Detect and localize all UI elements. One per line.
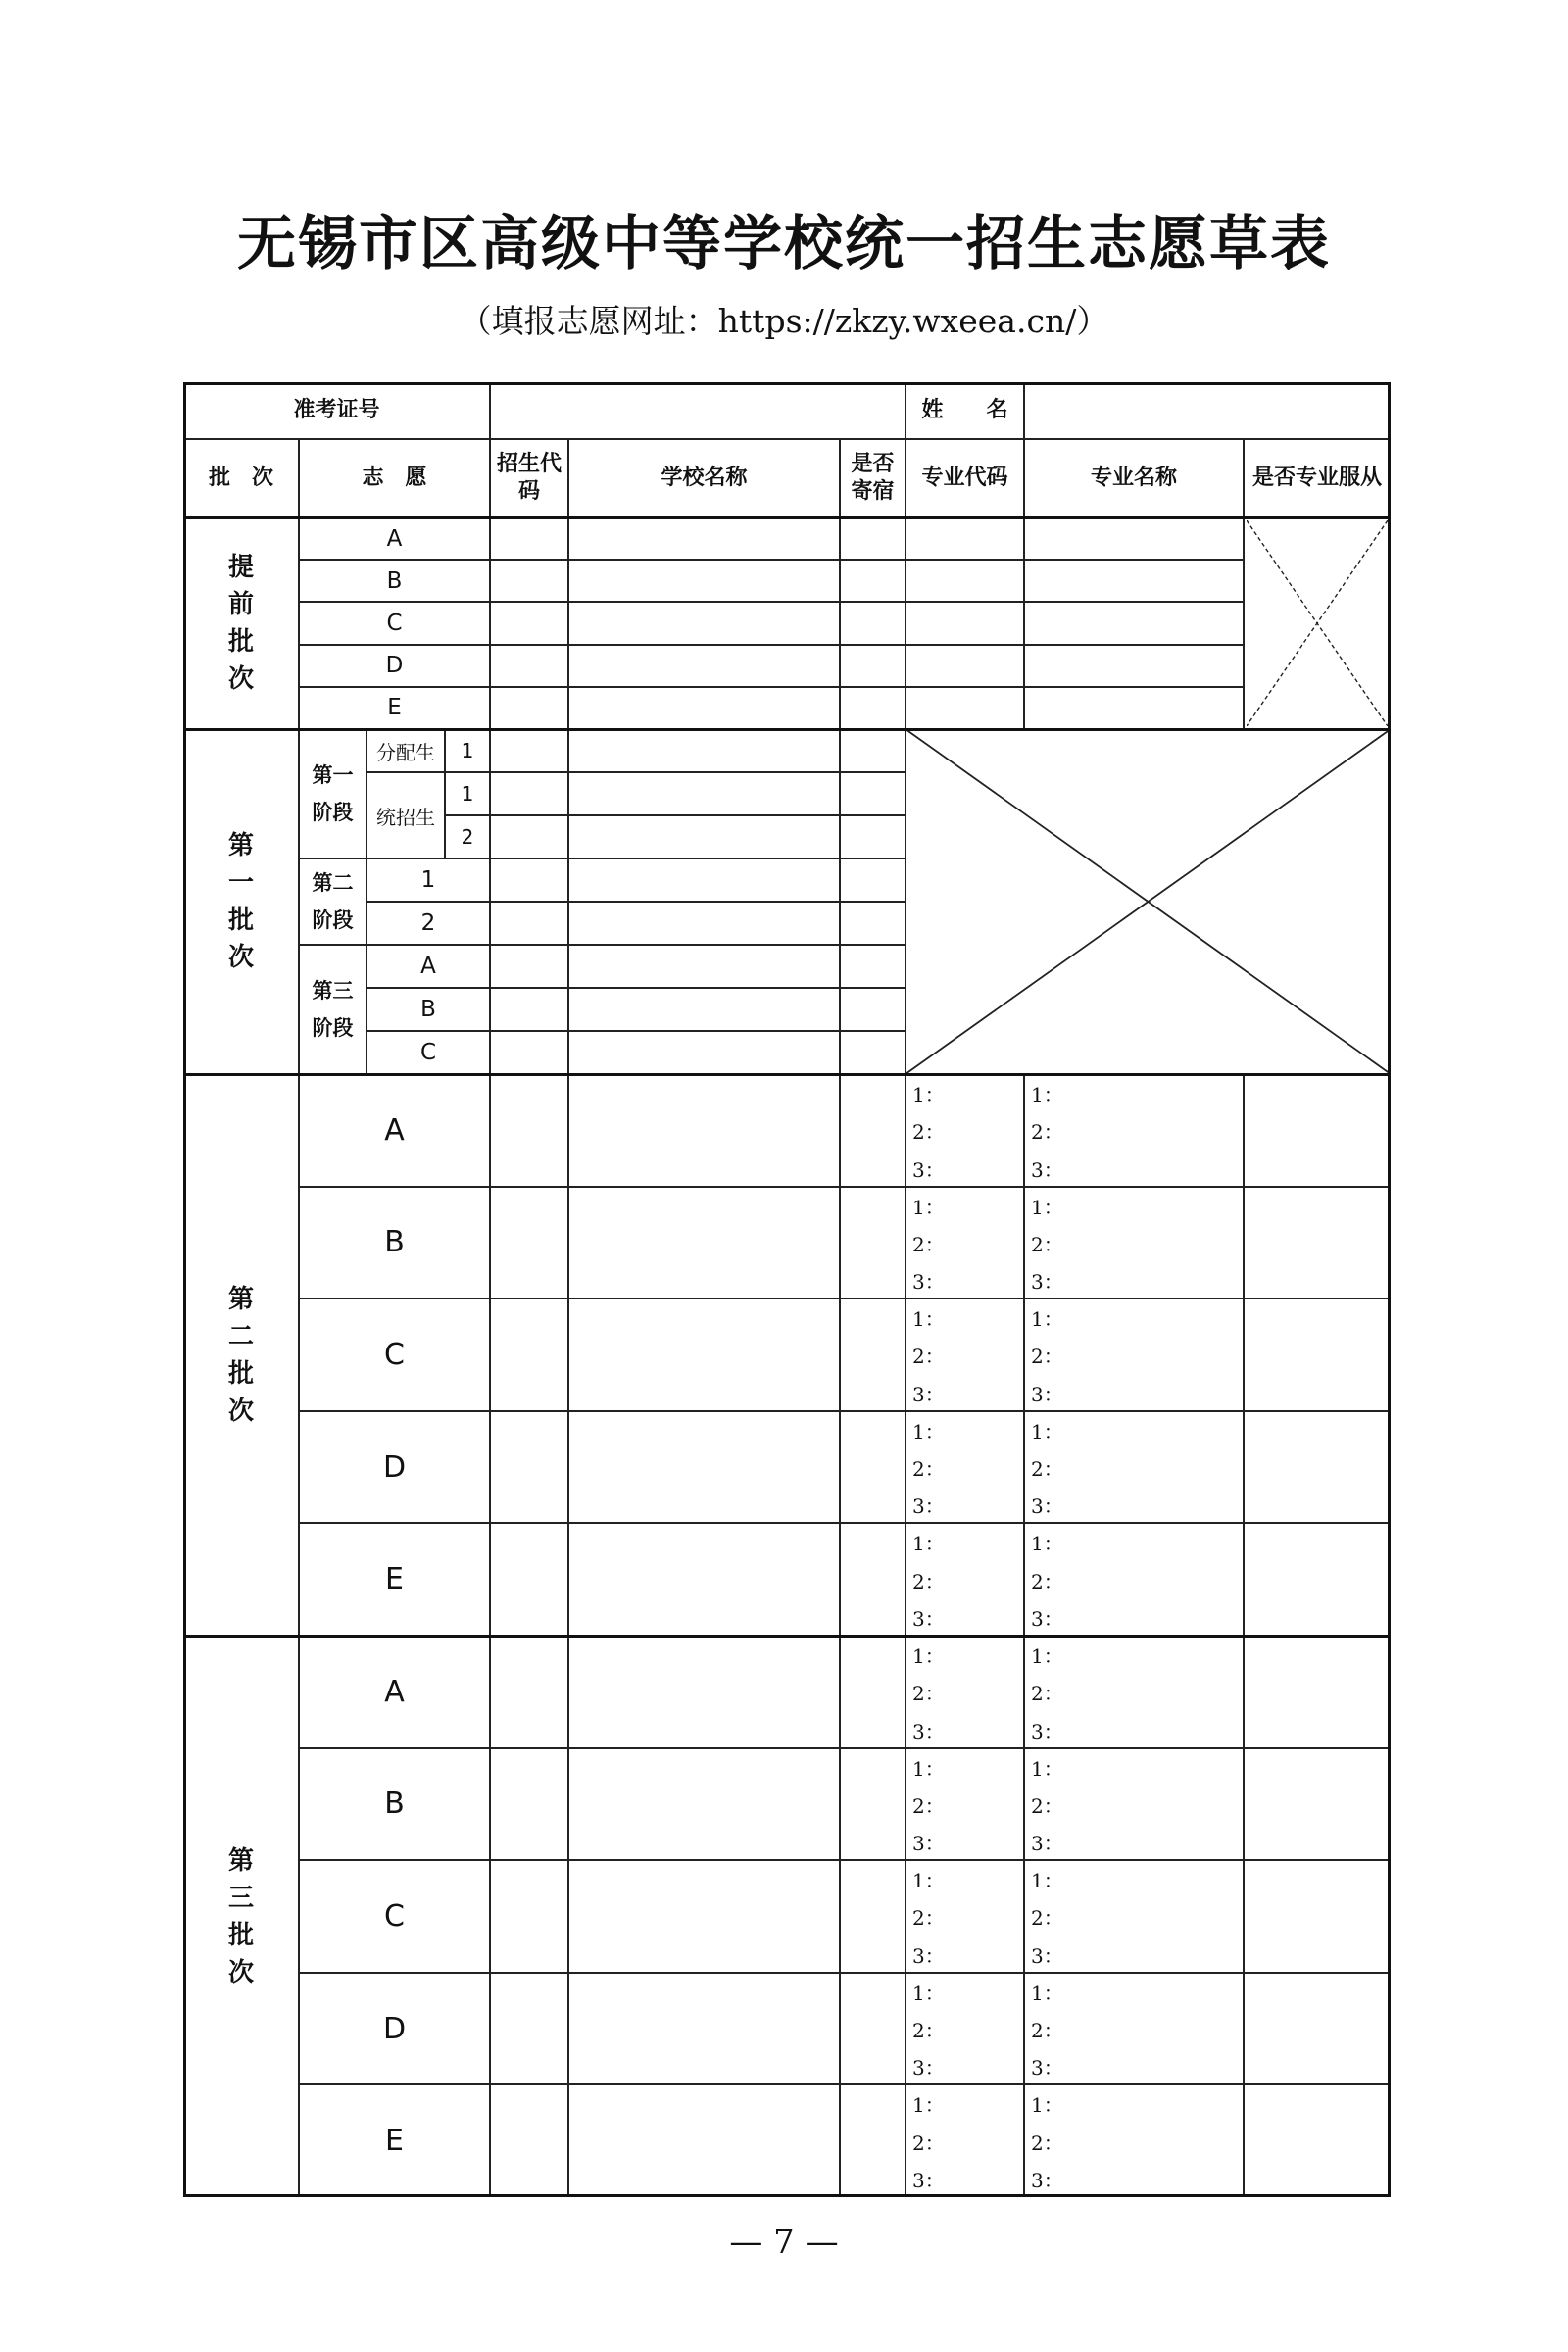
- school-name-field[interactable]: [568, 1187, 840, 1299]
- major-obey-field[interactable]: [1244, 1748, 1391, 1861]
- enroll-code-field[interactable]: [490, 729, 568, 772]
- major-slot-number: 3：: [912, 1832, 945, 1856]
- major-slot-number: 2：: [1031, 1345, 1063, 1369]
- boarding-field[interactable]: [840, 858, 906, 902]
- enroll-code-field[interactable]: [490, 945, 568, 988]
- third-choice-E: E: [299, 2084, 490, 2197]
- major-slot-number: 2：: [912, 1120, 945, 1145]
- early-choice-E: E: [299, 687, 490, 729]
- enroll-code-field[interactable]: [490, 988, 568, 1031]
- enroll-code-field[interactable]: [490, 687, 568, 729]
- major-code-field[interactable]: [906, 1973, 1024, 2085]
- second-batch-label: [183, 1074, 299, 1636]
- school-name-field[interactable]: [568, 1298, 840, 1411]
- boarding-field[interactable]: [840, 902, 906, 945]
- stage3-choice: C: [367, 1031, 490, 1074]
- cell-text: 次: [227, 1396, 254, 1426]
- boarding-field[interactable]: [840, 1031, 906, 1074]
- major-slot-number: 3：: [1031, 2056, 1063, 2081]
- second-choice-E: E: [299, 1523, 490, 1636]
- major-name-field[interactable]: [1024, 687, 1244, 729]
- enroll-code-field[interactable]: [490, 602, 568, 644]
- second-choice-B: B: [299, 1187, 490, 1299]
- page-title: 无锡市区高级中等学校统一招生志愿草表: [237, 210, 1331, 278]
- stage-text: 第一: [312, 763, 354, 787]
- boarding-field[interactable]: [840, 1860, 906, 1973]
- cell-text: 一: [227, 868, 254, 898]
- major-slot-number: 3：: [912, 1157, 945, 1182]
- early-choice-C: C: [299, 602, 490, 644]
- major-slot-number: 1：: [1031, 1869, 1063, 1893]
- major-slot-number: 3：: [912, 1494, 945, 1519]
- major-slot-number: 2：: [912, 2019, 945, 2043]
- cell-text: 提: [227, 553, 254, 582]
- major-slot-number: 1：: [1031, 1307, 1063, 1332]
- cell-text: 第: [227, 1284, 254, 1314]
- major-slot-number: 1：: [912, 1532, 945, 1556]
- school-name-field[interactable]: [568, 902, 840, 945]
- major-slot-number: 2：: [1031, 2131, 1063, 2155]
- major-slot-number: 1：: [1031, 1195, 1063, 1219]
- cell-text: 批: [227, 627, 254, 657]
- major-name-field[interactable]: [1024, 1748, 1244, 1861]
- major-slot-number: 2：: [912, 1682, 945, 1706]
- col-boarding: 是否寄宿: [840, 439, 906, 517]
- cell-text: 三: [227, 1883, 254, 1913]
- major-name-field[interactable]: [1024, 1860, 1244, 1973]
- major-obey-field[interactable]: [1244, 1523, 1391, 1636]
- major-code-field[interactable]: [906, 1074, 1024, 1187]
- first-batch-major-cross: [906, 729, 1391, 1074]
- third-choice-A: A: [299, 1636, 490, 1748]
- cell-text: 第: [227, 831, 254, 860]
- boarding-field[interactable]: [840, 1748, 906, 1861]
- boarding-field[interactable]: [840, 602, 906, 644]
- major-obey-field[interactable]: [1244, 1973, 1391, 2085]
- cell-text: 次: [227, 664, 254, 694]
- major-code-field[interactable]: [906, 602, 1024, 644]
- col-major-code: 专业代码: [906, 439, 1024, 517]
- boarding-field[interactable]: [840, 1523, 906, 1636]
- stage-text: 阶段: [312, 1016, 354, 1040]
- application-form: [183, 382, 1391, 2197]
- cell-text: 前: [227, 590, 254, 619]
- major-slot-number: 1：: [1031, 1756, 1063, 1781]
- major-slot-number: 1：: [912, 1419, 945, 1444]
- major-name-field[interactable]: [1024, 1523, 1244, 1636]
- early-batch-label: [183, 517, 299, 729]
- school-name-field[interactable]: [568, 729, 840, 772]
- major-name-field[interactable]: [1024, 602, 1244, 644]
- major-code-field[interactable]: [906, 1636, 1024, 1748]
- boarding-field[interactable]: [840, 1298, 906, 1411]
- cell-text: 批: [227, 1358, 254, 1389]
- col-batch: 批 次: [183, 439, 299, 517]
- boarding-field[interactable]: [840, 815, 906, 858]
- major-slot-number: 1：: [912, 1195, 945, 1219]
- major-slot-number: 1：: [1031, 1644, 1063, 1668]
- major-slot-number: 1：: [1031, 1419, 1063, 1444]
- major-slot-number: 1：: [912, 1756, 945, 1781]
- enroll-code-field[interactable]: [490, 1031, 568, 1074]
- stage-text: 第二: [312, 871, 354, 895]
- name-label: 姓 名: [906, 382, 1024, 439]
- major-slot-number: 2：: [1031, 1120, 1063, 1145]
- major-slot-number: 3：: [1031, 1270, 1063, 1295]
- enroll-code-field[interactable]: [490, 1748, 568, 1861]
- major-obey-field[interactable]: [1244, 1074, 1391, 1187]
- major-name-field[interactable]: [1024, 560, 1244, 602]
- third-choice-C: C: [299, 1860, 490, 1973]
- stage1-choice: 1: [445, 729, 490, 772]
- major-slot-number: 3：: [1031, 1382, 1063, 1406]
- second-choice-A: A: [299, 1074, 490, 1187]
- third-choice-B: B: [299, 1748, 490, 1861]
- first-stage2-label: [299, 858, 367, 945]
- major-name-field[interactable]: [1024, 1298, 1244, 1411]
- major-slot-number: 2：: [1031, 2019, 1063, 2043]
- major-slot-number: 1：: [1031, 1981, 1063, 2005]
- second-choice-C: C: [299, 1298, 490, 1411]
- enroll-code-field[interactable]: [490, 2084, 568, 2197]
- enroll-code-field[interactable]: [490, 772, 568, 815]
- enroll-code-field[interactable]: [490, 517, 568, 560]
- major-slot-number: 3：: [1031, 2168, 1063, 2192]
- major-code-field[interactable]: [906, 560, 1024, 602]
- major-obey-field[interactable]: [1244, 1411, 1391, 1524]
- major-name-field[interactable]: [1024, 517, 1244, 560]
- boarding-field[interactable]: [840, 945, 906, 988]
- major-slot-number: 2：: [912, 1793, 945, 1818]
- major-name-field[interactable]: [1024, 645, 1244, 687]
- cell-text: 批: [227, 1920, 254, 1950]
- stage-text: 阶段: [312, 801, 354, 824]
- major-slot-number: 2：: [912, 1232, 945, 1256]
- boarding-field[interactable]: [840, 729, 906, 772]
- major-slot-number: 3：: [912, 1943, 945, 1968]
- boarding-field[interactable]: [840, 988, 906, 1031]
- school-name-field[interactable]: [568, 2084, 840, 2197]
- school-name-field[interactable]: [568, 1748, 840, 1861]
- stage-text: 第三: [312, 979, 354, 1003]
- major-slot-number: 1：: [1031, 2093, 1063, 2118]
- stage1-choice: 2: [445, 815, 490, 858]
- cell-text: 次: [227, 1957, 254, 1987]
- major-obey-field[interactable]: [1244, 1636, 1391, 1748]
- major-code-field[interactable]: [906, 1187, 1024, 1299]
- major-slot-number: 1：: [1031, 1083, 1063, 1106]
- early-choice-B: B: [299, 560, 490, 602]
- major-slot-number: 2：: [912, 1569, 945, 1593]
- first-stage3-label: [299, 945, 367, 1074]
- major-slot-number: 1：: [912, 1644, 945, 1668]
- allocation-label: 分配生: [367, 729, 445, 772]
- major-slot-number: 1：: [912, 1869, 945, 1893]
- school-name-field[interactable]: [568, 687, 840, 729]
- major-slot-number: 3：: [912, 1606, 945, 1631]
- enroll-code-field[interactable]: [490, 1860, 568, 1973]
- col-enroll-code: 招生代码: [490, 439, 568, 517]
- enroll-code-field[interactable]: [490, 858, 568, 902]
- stage1-choice: 1: [445, 772, 490, 815]
- school-name-field[interactable]: [568, 988, 840, 1031]
- boarding-field[interactable]: [840, 1187, 906, 1299]
- major-slot-number: 3：: [912, 2056, 945, 2081]
- major-obey-field[interactable]: [1244, 1860, 1391, 1973]
- major-slot-number: 1：: [1031, 1532, 1063, 1556]
- first-stage1-label: [299, 729, 367, 858]
- major-slot-number: 2：: [912, 1457, 945, 1482]
- enroll-code-field[interactable]: [490, 560, 568, 602]
- boarding-field[interactable]: [840, 517, 906, 560]
- school-name-field[interactable]: [568, 858, 840, 902]
- exam-id-field[interactable]: [490, 382, 906, 439]
- major-slot-number: 2：: [1031, 1457, 1063, 1482]
- boarding-field[interactable]: [840, 772, 906, 815]
- website-note: （填报志愿网址：https://zkzy.wxeea.cn/）: [459, 302, 1109, 340]
- major-code-field[interactable]: [906, 1411, 1024, 1524]
- stage2-choice: 1: [367, 858, 490, 902]
- school-name-field[interactable]: [568, 517, 840, 560]
- col-choice: 志 愿: [299, 439, 490, 517]
- major-slot-number: 2：: [1031, 1569, 1063, 1593]
- stage3-choice: B: [367, 988, 490, 1031]
- major-name-field[interactable]: [1024, 2084, 1244, 2197]
- major-slot-number: 3：: [1031, 1157, 1063, 1182]
- major-name-field[interactable]: [1024, 1074, 1244, 1187]
- school-name-field[interactable]: [568, 602, 840, 644]
- enroll-code-field[interactable]: [490, 1074, 568, 1187]
- major-slot-number: 1：: [912, 2093, 945, 2118]
- cell-text: 第: [227, 1845, 254, 1876]
- early-choice-A: A: [299, 517, 490, 560]
- enroll-code-field[interactable]: [490, 902, 568, 945]
- enroll-code-field[interactable]: [490, 1973, 568, 2085]
- major-slot-number: 1：: [912, 1981, 945, 2005]
- first-batch-label: [183, 729, 299, 1074]
- third-batch-label: [183, 1636, 299, 2197]
- cell-text: 批: [227, 906, 254, 935]
- boarding-field[interactable]: [840, 645, 906, 687]
- major-slot-number: 3：: [1031, 1719, 1063, 1743]
- major-slot-number: 2：: [912, 2131, 945, 2155]
- major-slot-number: 3：: [912, 1719, 945, 1743]
- major-slot-number: 2：: [1031, 1682, 1063, 1706]
- major-name-field[interactable]: [1024, 1636, 1244, 1748]
- school-name-field[interactable]: [568, 1636, 840, 1748]
- third-choice-D: D: [299, 1973, 490, 2085]
- enroll-code-field[interactable]: [490, 1636, 568, 1748]
- enroll-code-field[interactable]: [490, 1298, 568, 1411]
- school-name-field[interactable]: [568, 1973, 840, 2085]
- major-name-field[interactable]: [1024, 1411, 1244, 1524]
- page-number: — 7 —: [729, 2223, 839, 2262]
- major-code-field[interactable]: [906, 1860, 1024, 1973]
- school-name-field[interactable]: [568, 1031, 840, 1074]
- major-code-field[interactable]: [906, 2084, 1024, 2197]
- school-name-field[interactable]: [568, 1523, 840, 1636]
- enroll-code-field[interactable]: [490, 815, 568, 858]
- second-choice-D: D: [299, 1411, 490, 1524]
- major-slot-number: 3：: [912, 1270, 945, 1295]
- school-name-field[interactable]: [568, 1860, 840, 1973]
- boarding-field[interactable]: [840, 1973, 906, 2085]
- major-slot-number: 2：: [912, 1906, 945, 1931]
- boarding-field[interactable]: [840, 1411, 906, 1524]
- major-slot-number: 3：: [912, 1382, 945, 1406]
- major-name-field[interactable]: [1024, 1973, 1244, 2085]
- major-slot-number: 1：: [912, 1307, 945, 1332]
- exam-id-label: 准考证号: [183, 382, 490, 439]
- major-slot-number: 3：: [1031, 1606, 1063, 1631]
- major-slot-number: 2：: [1031, 1232, 1063, 1256]
- major-obey-field[interactable]: [1244, 1187, 1391, 1299]
- name-field[interactable]: [1024, 382, 1391, 439]
- school-name-field[interactable]: [568, 1411, 840, 1524]
- major-slot-number: 2：: [912, 1345, 945, 1369]
- early-obey-cross: [1247, 520, 1388, 726]
- school-name-field[interactable]: [568, 1074, 840, 1187]
- school-name-field[interactable]: [568, 815, 840, 858]
- major-slot-number: 2：: [1031, 1793, 1063, 1818]
- major-slot-number: 2：: [1031, 1906, 1063, 1931]
- stage-text: 阶段: [312, 908, 354, 932]
- major-slot-number: 3：: [1031, 1943, 1063, 1968]
- enroll-code-field[interactable]: [490, 1411, 568, 1524]
- cell-text: 次: [227, 943, 254, 972]
- cell-text: 二: [227, 1321, 254, 1351]
- early-choice-D: D: [299, 645, 490, 687]
- enroll-code-field[interactable]: [490, 1523, 568, 1636]
- stage2-choice: 2: [367, 902, 490, 945]
- major-code-field[interactable]: [906, 687, 1024, 729]
- school-name-field[interactable]: [568, 772, 840, 815]
- major-obey-field[interactable]: [1244, 2084, 1391, 2197]
- boarding-field[interactable]: [840, 687, 906, 729]
- major-slot-number: 3：: [912, 2168, 945, 2192]
- boarding-field[interactable]: [840, 2084, 906, 2197]
- major-slot-number: 3：: [1031, 1832, 1063, 1856]
- major-name-field[interactable]: [1024, 1187, 1244, 1299]
- major-slot-number: 1：: [912, 1083, 945, 1106]
- enroll-code-field[interactable]: [490, 645, 568, 687]
- col-major-obey: 是否专业服从: [1244, 439, 1391, 517]
- school-name-field[interactable]: [568, 645, 840, 687]
- boarding-field[interactable]: [840, 1636, 906, 1748]
- stage3-choice: A: [367, 945, 490, 988]
- boarding-field[interactable]: [840, 1074, 906, 1187]
- unified-label: 统招生: [367, 772, 445, 858]
- major-code-field[interactable]: [906, 1298, 1024, 1411]
- major-code-field[interactable]: [906, 1523, 1024, 1636]
- boarding-field[interactable]: [840, 560, 906, 602]
- col-major-name: 专业名称: [1024, 439, 1244, 517]
- major-code-field[interactable]: [906, 517, 1024, 560]
- major-code-field[interactable]: [906, 645, 1024, 687]
- school-name-field[interactable]: [568, 560, 840, 602]
- major-code-field[interactable]: [906, 1748, 1024, 1861]
- major-obey-field[interactable]: [1244, 1298, 1391, 1411]
- major-slot-number: 3：: [1031, 1494, 1063, 1519]
- enroll-code-field[interactable]: [490, 1187, 568, 1299]
- school-name-field[interactable]: [568, 945, 840, 988]
- col-school-name: 学校名称: [568, 439, 840, 517]
